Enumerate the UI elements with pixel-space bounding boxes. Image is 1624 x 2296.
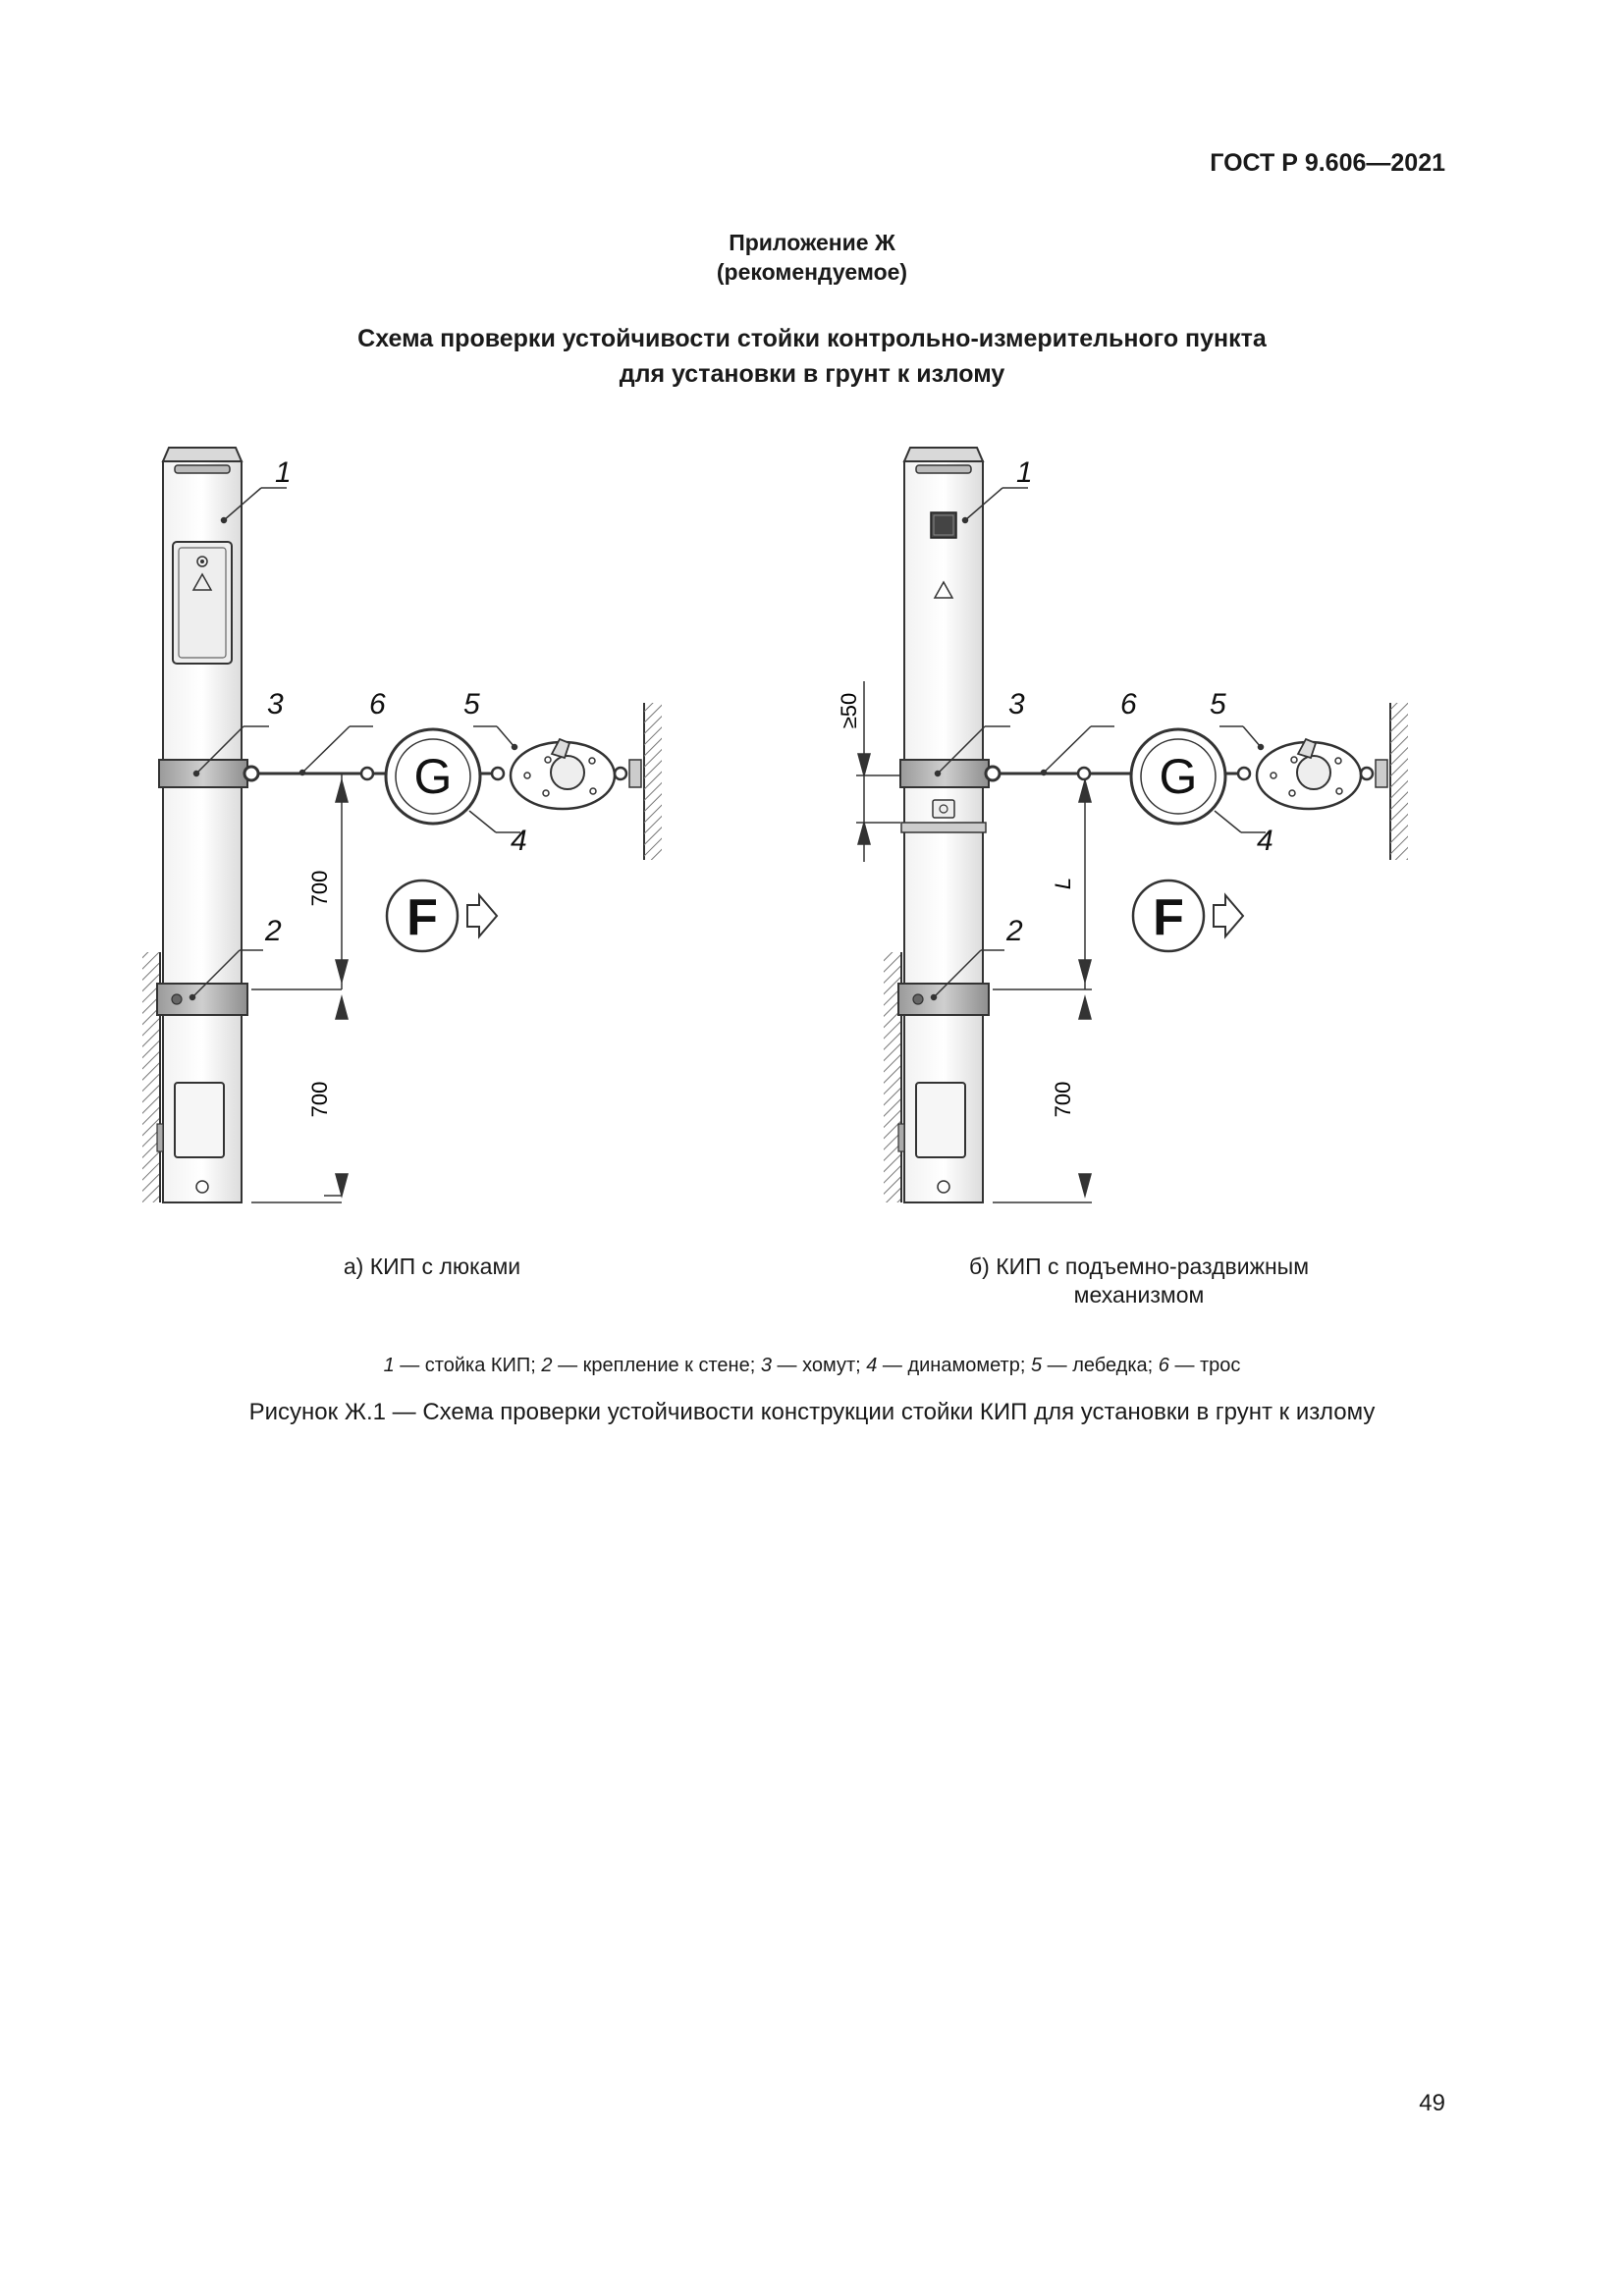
- figure-caption: Рисунок Ж.1 — Схема проверки устойчивости конструкции стойки КИП для установки в грунт к излому: [248, 1399, 1376, 1425]
- callout-4: 4: [511, 825, 527, 857]
- legend-text: — динамометр;: [877, 1355, 1031, 1376]
- dynamometer-4: [1090, 729, 1237, 824]
- legend-num: 2: [541, 1355, 553, 1376]
- force-indicator: [1133, 881, 1243, 951]
- post: [157, 448, 242, 1202]
- dim-top-label: ≥50: [837, 692, 861, 729]
- legend-num: 6: [1158, 1355, 1169, 1376]
- appendix-title: Приложение Ж: [729, 230, 895, 255]
- legend-text: — стойка КИП;: [394, 1355, 542, 1376]
- legend-num: 1: [383, 1355, 395, 1376]
- legend-num: 5: [1030, 1355, 1043, 1376]
- callout-2: 2: [265, 915, 282, 947]
- figure-b-caption-line2: механизмом: [1073, 1282, 1205, 1308]
- dimension-lines: [251, 774, 348, 1202]
- legend-text: — хомут;: [771, 1355, 867, 1376]
- figure-a-caption: а) КИП с люками: [343, 1254, 521, 1279]
- dynamometer-4: [373, 729, 491, 824]
- winch-5: [1257, 739, 1387, 809]
- dim-lower-label: 700: [307, 1081, 332, 1118]
- arrow-right-icon: [467, 895, 497, 936]
- callout-5: 5: [1210, 688, 1226, 721]
- clamp-3: [159, 760, 258, 787]
- appendix-heading: [0, 228, 1624, 287]
- legend-text: — трос: [1168, 1355, 1241, 1376]
- force-symbol: F: [1153, 889, 1184, 946]
- standard-designation: ГОСТ Р 9.606—2021: [1210, 149, 1445, 177]
- anchor-wall: [644, 703, 662, 860]
- arrow-right-icon: [1214, 895, 1243, 936]
- legend-num: 4: [866, 1355, 878, 1376]
- legend-text: — крепление к стене;: [552, 1355, 761, 1376]
- callout-6: 6: [1120, 688, 1137, 721]
- page-number: 49: [1419, 2090, 1445, 2116]
- figure-legend: [0, 1355, 1624, 1377]
- callout-2: 2: [1006, 915, 1023, 947]
- callout-4: 4: [1257, 825, 1273, 857]
- clamp-3: [900, 760, 1000, 787]
- callout-3: 3: [1008, 688, 1025, 721]
- callout-5: 5: [463, 688, 480, 721]
- callout-3: 3: [267, 688, 284, 721]
- figure-b-caption-line1: б) КИП с подъемно-раздвижным: [968, 1254, 1310, 1279]
- callout-1: 1: [275, 456, 292, 489]
- dim-upper-label: 700: [307, 870, 332, 907]
- callout-6: 6: [369, 688, 386, 721]
- legend-text: — лебедка;: [1042, 1355, 1159, 1376]
- winch-5: [511, 739, 641, 809]
- dim-upper-label: L: [1051, 877, 1075, 890]
- scheme-title-line1: Схема проверки устойчивости стойки контрольно-измерительного пункта: [357, 325, 1267, 352]
- legend-num: 3: [760, 1355, 772, 1376]
- figure-a-drawing: [128, 432, 707, 1217]
- scheme-title-line2: для установки в грунт к излому: [619, 360, 1005, 388]
- appendix-subtitle: (рекомендуемое): [716, 259, 908, 285]
- post: [898, 448, 986, 1202]
- force-symbol: F: [406, 889, 438, 946]
- dynamometer-symbol: G: [1159, 749, 1198, 804]
- anchor-wall: [1390, 703, 1408, 860]
- figure-b-caption: [884, 1253, 1394, 1309]
- force-indicator: [387, 881, 497, 951]
- dynamometer-symbol: G: [413, 749, 453, 804]
- dim-lower-label: 700: [1051, 1081, 1075, 1118]
- scheme-title: [0, 321, 1624, 392]
- callout-1: 1: [1016, 456, 1033, 489]
- figure-b-drawing: [837, 432, 1443, 1217]
